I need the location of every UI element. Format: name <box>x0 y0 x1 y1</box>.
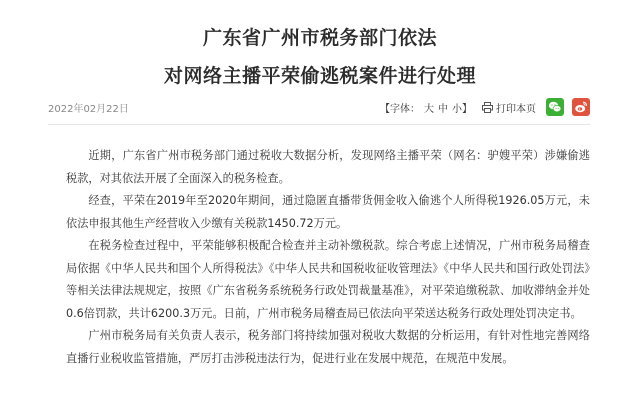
font-size-large-button[interactable]: 大 <box>424 103 434 115</box>
article-tools <box>380 96 590 118</box>
article-meta-bar <box>48 96 590 118</box>
print-page-link[interactable]: 打印本页 <box>496 103 536 115</box>
wechat-icon <box>548 100 562 114</box>
article-title-line-1: 广东省广州市税务部门依法 <box>202 27 437 49</box>
printer-icon[interactable] <box>482 102 493 113</box>
publish-date: 2022年02月22日 <box>48 104 129 115</box>
article-body <box>66 145 590 370</box>
paragraph-1: 近期，广东省广州市税务部门通过税收大数据分析，发现网络主播平荣（网名：驴嫂平荣）涉嫌偷逃税款，对其依法开展了全面深入的税务检查。 <box>66 149 590 185</box>
font-size-small-button[interactable]: 小】 <box>452 103 472 115</box>
wechat-share-button[interactable] <box>546 98 564 116</box>
paragraph-2: 经查，平荣在2019年至2020年期间，通过隐匿直播带货佣金收入偷逃个人所得税1926.05万元，未依法申报其他生产经营收入少缴有关税款1450.72万元。 <box>66 194 590 230</box>
meta-divider <box>48 124 590 125</box>
weibo-icon <box>574 100 588 114</box>
weibo-share-button[interactable] <box>572 98 590 116</box>
paragraph-3: 在税务检查过程中，平荣能够积极配合检查并主动补缴税款。综合考虑上述情况，广州市税务局稽查局依据《中华人民共和国个人所得税法》《中华人民共和国税收征收管理法》《中华人民共和国行政处罚法》等相关法律法规规定，按照《广东省税务系统税务行政处罚裁量基准》，对平荣追缴税款、加收滞纳金并处0.6倍罚款，共计6200.3万元。日前，广州市税务局稽查局已依法向平荣送达税务行政处理处罚决定书。 <box>66 239 590 320</box>
font-size-label: 【字体： <box>380 103 420 115</box>
font-size-medium-button[interactable]: 中 <box>438 103 448 115</box>
paragraph-4: 广州市税务局有关负责人表示，税务部门将持续加强对税收大数据的分析运用，有针对性地完善网络直播行业税收监管措施，严厉打击涉税违法行为，促进行业在发展中规范，在规范中发展。 <box>66 329 590 365</box>
article-title-line-2: 对网络主播平荣偷逃税案件进行处理 <box>163 65 476 87</box>
